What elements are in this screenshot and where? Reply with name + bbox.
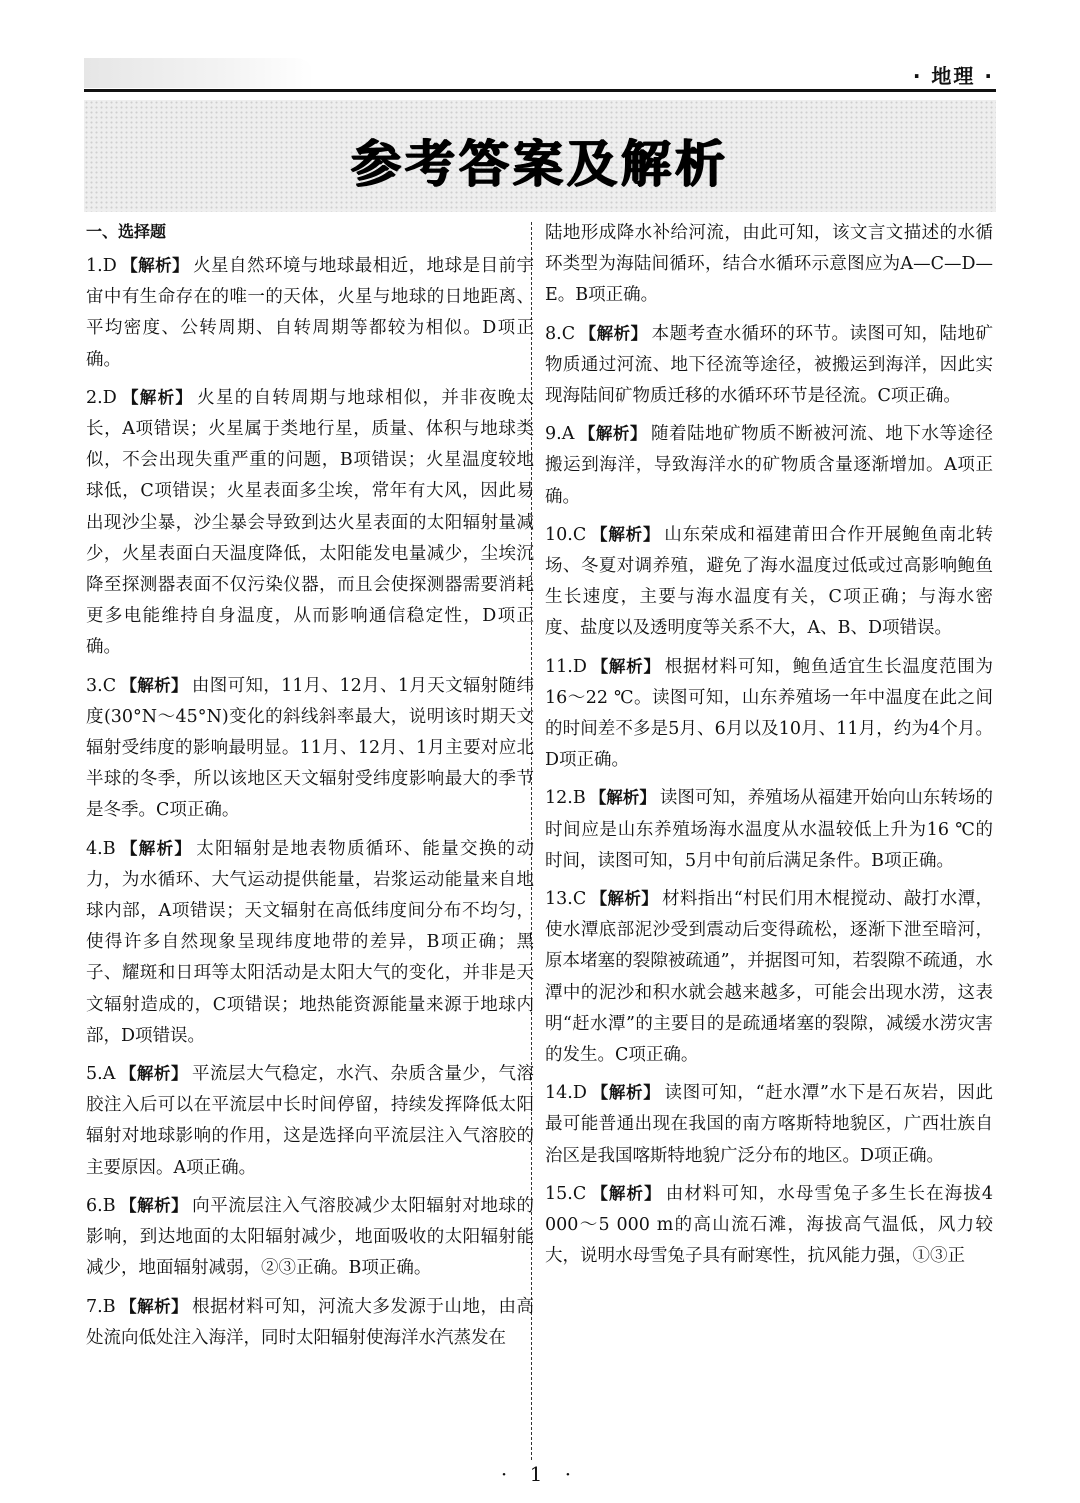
- answer-item: [86, 382, 534, 664]
- analysis-tag: 【解析】: [590, 656, 661, 676]
- answer-explanation: 火星的自转周期与地球相似，并非夜晚太长，A项错误；火星属于类地行星，质量、体积与地球类似，不会出现失重严重的问题，B项错误；火星温度较地球低，C项错误；火星表面多尘埃，常年有大风，因此易出现沙尘暴，沙尘暴会导致到达火星表面的太阳辐射量减少，火星表面白天温度降低，太阳能发电量减少，尘埃沉降至探测器表面不仅污染仪器，而且会使探测器需要消耗更多电能维持自身温度，从而影响通信稳定性，D项正确。: [86, 387, 535, 658]
- answer-number: 9.A: [545, 424, 575, 445]
- answer-explanation: 向平流层注入气溶胶减少太阳辐射对地球的影响，到达地面的太阳辐射减少，地面吸收的太阳辐射能减少，地面辐射减弱，②③正确。B项正确。: [86, 1195, 535, 1279]
- answer-explanation: 根据材料可知，河流大多发源于山地，由高处流向低处注入海洋，同时太阳辐射使海洋水汽蒸发在: [86, 1296, 535, 1348]
- answer-item: [545, 651, 993, 777]
- right-answer-list: [545, 218, 993, 1273]
- answer-number: 5.A: [86, 1064, 116, 1085]
- page-number: · 1 ·: [500, 1462, 580, 1486]
- answer-item: [86, 833, 534, 1052]
- answer-explanation: 读图可知，“赶水潭”水下是石灰岩，因此最可能普通出现在我国的南方喀斯特地貌区，广西壮族自治区是我国喀斯特地貌广泛分布的地区。D项正确。: [545, 1083, 993, 1166]
- answer-item: [86, 250, 534, 376]
- analysis-tag: 【解析】: [119, 1064, 188, 1084]
- answer-number: 8.C: [545, 323, 576, 344]
- header-rule: [84, 89, 996, 92]
- answer-number: 2.D: [86, 387, 117, 408]
- analysis-tag: 【解析】: [579, 323, 648, 343]
- answer-number: 4.B: [86, 838, 116, 859]
- answer-number: 15.C: [545, 1183, 587, 1204]
- answer-explanation: 太阳辐射是地表物质循环、能量交换的动力，为水循环、大气运动提供能量，岩浆运动能量来自地球内部，A项错误；天文辐射在高低纬度间分布不均匀，使得许多自然现象呈现纬度地带的差异，B项正确；黑子、耀斑和日珥等太阳活动是太阳大气的变化，并非是天文辐射造成的，C项错误；地热能资源能量来源于地球内部，D项错误。: [86, 838, 535, 1046]
- answer-number: 12.B: [545, 788, 586, 809]
- answer-number: 11.D: [545, 656, 587, 677]
- header-corner-decoration: [84, 58, 314, 88]
- answer-item: [86, 670, 534, 827]
- analysis-tag: 【解析】: [120, 675, 188, 695]
- answer-explanation: 本题考查水循环的环节。读图可知，陆地矿物质通过河流、地下径流等途径，被搬运到海洋，因此实现海陆间矿物质迁移的水循环环节是径流。C项正确。: [545, 323, 994, 407]
- answer-explanation: 由材料可知，水母雪兔子多生长在海拔4 000～5 000 m的高山流石滩，海拔高气温低，风力较大，说明水母雪兔子具有耐寒性，抗风能力强，①③正: [545, 1183, 993, 1267]
- answer-item: [545, 519, 993, 645]
- section-title: 一、选择题: [86, 222, 167, 241]
- answer-explanation: 山东荣成和福建莆田合作开展鲍鱼南北转场、冬夏对调养殖，避免了海水温度过低或过高影响鲍鱼生长速度，主要与海水温度有关，C项正确；与海水密度、盐度以及透明度等关系不大，A、B、D项错误。: [545, 524, 994, 639]
- answer-number: 1.D: [86, 256, 117, 276]
- title-banner: [84, 100, 996, 212]
- analysis-tag: 【解析】: [590, 524, 661, 544]
- answer-number: 7.B: [86, 1296, 116, 1317]
- answer-item: [545, 318, 993, 413]
- analysis-tag: 【解析】: [120, 387, 194, 407]
- analysis-tag: 【解析】: [589, 788, 656, 808]
- answer-explanation: 由图可知，11月、12月、1月天文辐射随纬度(30°N～45°N)变化的斜线斜率最大，说明该时期天文辐射受纬度的影响最明显。11月、12月、1月主要对应北半球的冬季，所以该地区天文辐射受纬度影响最大的季节是冬季。C项正确。: [86, 675, 535, 821]
- analysis-tag: 【解析】: [119, 838, 193, 858]
- answer-number: 10.C: [545, 524, 587, 545]
- answer-explanation: 读图可知，养殖场从福建开始向山东转场的时间应是山东养殖场海水温度从水温较低上升为16 ℃的时间，读图可知，5月中旬前后满足条件。B项正确。: [545, 788, 994, 871]
- right-column: [545, 218, 993, 1279]
- answer-explanation: 火星自然环境与地球最相近，地球是目前宇宙中有生命存在的唯一的天体，火星与地球的日地距离、平均密度、公转周期、自转周期等都较为相似。D项正确。: [86, 256, 535, 370]
- answer-number: 13.C: [545, 889, 587, 910]
- analysis-tag: 【解析】: [120, 256, 190, 275]
- answer-item: [86, 1058, 534, 1184]
- answer-explanation: 平流层大气稳定，水汽、杂质含量少，气溶胶注入后可以在平流层中长时间停留，持续发挥降低太阳辐射对地球影响的作用，这是选择向平流层注入气溶胶的主要原因。A项正确。: [86, 1064, 535, 1178]
- answer-item: [86, 1291, 534, 1354]
- answer-item: [545, 1077, 993, 1172]
- answer-item: [86, 1190, 534, 1285]
- answer-item: [545, 782, 993, 877]
- answer-item: [545, 418, 993, 513]
- answer-explanation: 陆地形成降水补给河流，由此可知，该文言文描述的水循环类型为海陆间循环，结合水循环示意图应为A—C—D—E。B项正确。: [545, 223, 993, 306]
- answer-explanation: 根据材料可知，鲍鱼适宜生长温度范围为16～22 ℃。读图可知，山东养殖场一年中温度在此之间的时间差不多是5月、6月以及10月、11月，约为4个月。D项正确。: [545, 656, 994, 771]
- analysis-tag: 【解析】: [119, 1296, 189, 1316]
- answer-number: 14.D: [545, 1083, 587, 1104]
- answer-number: 3.C: [86, 675, 117, 696]
- answer-item: [545, 883, 993, 1071]
- answer-explanation: 材料指出“村民们用木棍搅动、敲打水潭，使水潭底部泥沙受到震动后变得疏松，逐渐下泄至暗河，原本堵塞的裂隙被疏通”，并据图可知，若裂隙不疏通，水潭中的泥沙和积水就会越来越多，可能会出现水涝，这表明“赶水潭”的主要目的是疏通堵塞的裂隙，减缓水涝灾害的发生。C项正确。: [545, 889, 993, 1066]
- analysis-tag: 【解析】: [590, 889, 659, 909]
- analysis-tag: 【解析】: [590, 1083, 661, 1103]
- subject-label: · 地理 ·: [912, 64, 994, 88]
- answer-number: 6.B: [86, 1195, 116, 1216]
- answer-explanation: 随着陆地矿物质不断被河流、地下水等途径搬运到海洋，导致海洋水的矿物质含量逐渐增加。A项正确。: [545, 424, 994, 507]
- page-title: 参考答案及解析: [351, 135, 729, 193]
- answer-item: [545, 1178, 993, 1273]
- analysis-tag: 【解析】: [578, 424, 647, 444]
- analysis-tag: 【解析】: [119, 1195, 189, 1215]
- left-column: [86, 218, 534, 1360]
- analysis-tag: 【解析】: [590, 1183, 662, 1203]
- left-answer-list: [86, 250, 534, 1354]
- answer-item: [545, 218, 993, 312]
